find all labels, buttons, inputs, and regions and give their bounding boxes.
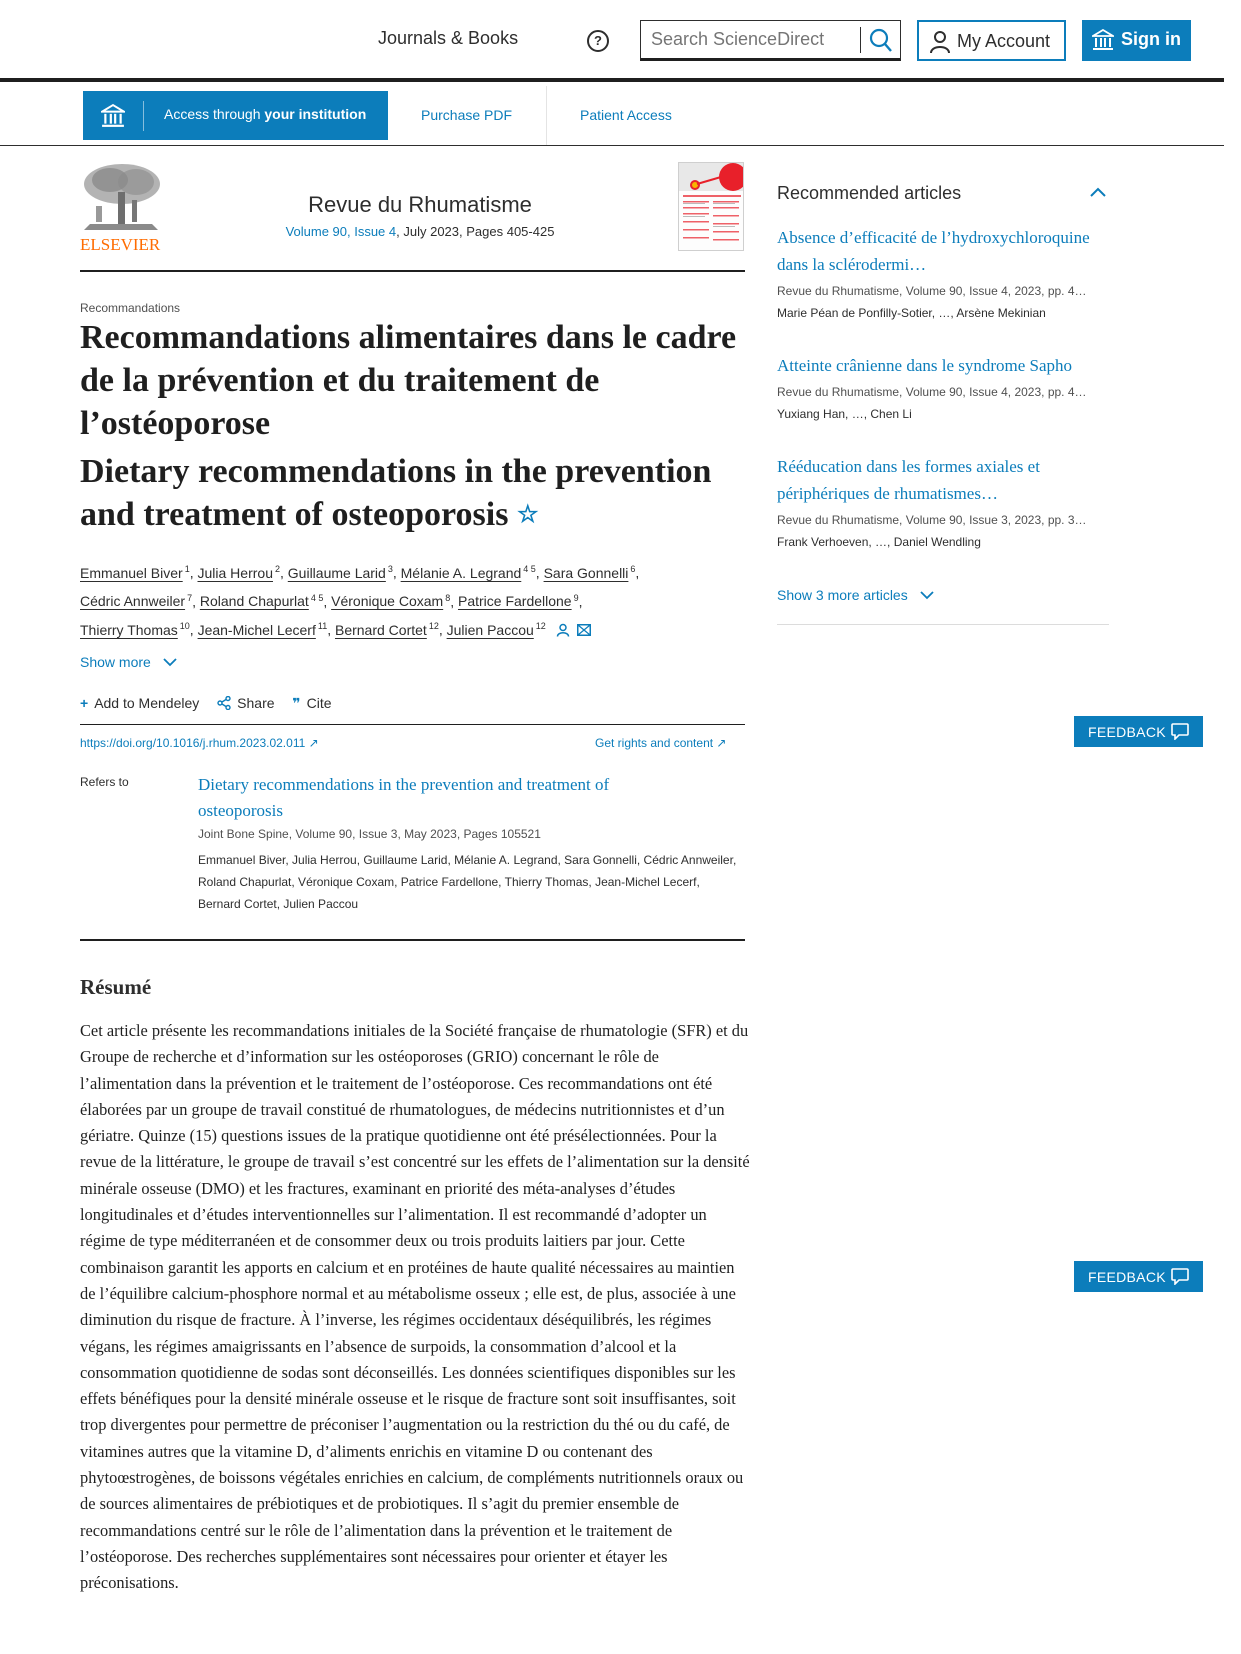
author-link[interactable] (544, 565, 636, 581)
affiliation-sup: 3 (387, 564, 393, 574)
author-link[interactable] (335, 622, 439, 638)
chevron-down-icon (163, 657, 177, 667)
cite-button[interactable] (292, 695, 331, 711)
author-link[interactable] (331, 593, 450, 609)
patient-access-link[interactable]: Patient Access (580, 107, 672, 123)
doi-link[interactable] (80, 736, 319, 750)
author-list: Emmanuel Biver $^1$, Julia Herrou $^2$, Guillaume Larid $^3$, Mélanie A. Legrand $^{4 5}$, Sara Gonnelli $^6$, Cédric Annweiler $^7$, Roland Chapurlat $^{4 5}$, Véronique Coxam $^8$, Patrice Fardellone $^9$, Thierry Thomas $^{10}$, Jean-Michel Lecerf $^{11}$, Bernard Cortet $^{12}$, Julien Paccou $^{12}$ (80, 557, 750, 643)
author-name: Emmanuel Biver (80, 564, 183, 581)
access-label (164, 106, 366, 122)
share-label: Share (237, 695, 275, 711)
affiliation-sup: 12 (428, 621, 439, 632)
recommended-article-authors: Frank Verhoeven, …, Daniel Wendling (777, 535, 981, 549)
journal-cover-image[interactable] (678, 162, 744, 251)
speech-bubble-icon (1171, 723, 1189, 740)
share-icon (217, 696, 231, 710)
institution-icon (101, 104, 125, 128)
institution-icon (1092, 29, 1114, 51)
journal-title[interactable]: Revue du Rhumatisme (308, 192, 532, 217)
affiliation-sup: 2 (274, 564, 280, 574)
feedback-button[interactable] (1074, 1261, 1203, 1292)
actions-divider (80, 724, 745, 725)
plus-icon: + (80, 695, 89, 711)
author-link[interactable] (200, 593, 323, 609)
author-name: Guillaume Larid (287, 564, 386, 581)
purchase-pdf-link[interactable]: Purchase PDF (421, 107, 513, 123)
add-to-mendeley-button[interactable] (80, 695, 199, 711)
recommended-article (777, 224, 1112, 324)
date-pages: , July 2023, Pages 405-425 (396, 224, 555, 239)
refers-to-source: Joint Bone Spine, Volume 90, Issue 3, May 2023, Pages 105521 (198, 827, 541, 841)
author-name: Thierry Thomas (80, 621, 178, 638)
article-title-en-text: Dietary recommendations in the prevention and treatment of osteoporosis (80, 453, 712, 533)
mendeley-label: Add to Mendeley (94, 695, 200, 711)
search-input[interactable] (651, 29, 851, 50)
my-account-button[interactable] (917, 20, 1066, 61)
elsevier-logo[interactable] (80, 162, 162, 254)
access-bar (0, 86, 1224, 146)
recommended-article-source: Revue du Rhumatisme, Volume 90, Issue 4, 2023, pp. 4… (777, 284, 1087, 298)
quote-icon: ❞ (292, 695, 301, 711)
show-more-articles-button[interactable] (777, 587, 934, 603)
feedback-label: FEEDBACK (1088, 1269, 1166, 1285)
get-rights-link[interactable] (595, 736, 726, 750)
author-name: Julia Herrou (197, 564, 273, 581)
author-name: Julien Paccou (446, 621, 534, 638)
access-divider (143, 101, 144, 131)
author-name: Roland Chapurlat (199, 593, 309, 610)
affiliation-sup: 4 5 (523, 564, 536, 574)
resume-heading: Résumé (80, 975, 152, 999)
recommended-article (777, 352, 1112, 425)
affiliation-sup: 11 (317, 621, 328, 632)
author-link[interactable] (198, 565, 281, 581)
recommended-article-title[interactable]: Rééducation dans les formes axiales et périphériques de rhumatismes… (777, 457, 1040, 503)
affiliation-sup: 6 (630, 564, 636, 574)
sign-in-button[interactable] (1082, 20, 1191, 61)
author-name: Bernard Cortet (334, 621, 427, 638)
search-icon (867, 26, 895, 54)
access-prefix: Access through (164, 106, 265, 122)
search-divider (860, 27, 861, 53)
access-bold: your institution (264, 106, 367, 122)
author-name: Patrice Fardellone (457, 593, 572, 610)
star-footnote-icon[interactable]: ☆ (516, 502, 539, 528)
affiliation-sup: 7 (187, 592, 193, 603)
article-title-fr: Recommandations alimentaires dans le cadre de la prévention et du traitement de l’ostéoporose (80, 319, 737, 442)
section-divider (80, 939, 745, 941)
search-box (640, 20, 901, 61)
header-divider (80, 270, 745, 272)
elsevier-wordmark: ELSEVIER (80, 235, 161, 254)
journal-meta (260, 224, 580, 239)
article-title-en (80, 450, 750, 537)
recommended-article-source: Revue du Rhumatisme, Volume 90, Issue 3, 2023, pp. 3… (777, 513, 1087, 527)
volume-issue-link[interactable]: Volume 90, Issue 4 (285, 224, 397, 239)
sidebar-divider (777, 624, 1109, 625)
refers-to-authors: Emmanuel Biver, Julia Herrou, Guillaume Larid, Mélanie A. Legrand, Sara Gonnelli, Cédric Annweiler, Roland Chapurlat, Véronique Coxam, Patrice Fardellone, Thierry Thomas, Jean-Michel Lecerf, Bernard Cortet, Julien Paccou (198, 853, 737, 911)
show-more-articles-label: Show 3 more articles (777, 587, 908, 603)
author-name: Jean-Michel Lecerf (197, 621, 316, 638)
author-name: Véronique Coxam (331, 593, 444, 610)
feedback-button[interactable] (1074, 716, 1203, 747)
divider (546, 86, 547, 145)
rights-text: Get rights and content (595, 736, 714, 750)
author-link[interactable] (458, 593, 579, 609)
help-icon[interactable]: ? (587, 30, 609, 52)
my-account-label: My Account (957, 31, 1051, 51)
external-link-icon: ↗ (716, 736, 727, 750)
recommended-article-authors: Marie Péan de Ponfilly-Sotier, …, Arsène Mekinian (777, 306, 1046, 320)
author-link[interactable] (80, 593, 192, 609)
author-icons (556, 623, 592, 638)
person-icon (929, 30, 951, 54)
affiliation-sup: 12 (535, 621, 546, 632)
search-button[interactable] (867, 26, 897, 54)
author-link[interactable] (80, 565, 190, 581)
cover-thumbnail-icon (679, 163, 744, 251)
affiliation-sup: 10 (179, 621, 190, 632)
chevron-up-icon[interactable] (1088, 182, 1108, 202)
email-icon[interactable] (577, 624, 591, 636)
affiliation-sup: 4 5 (310, 592, 324, 603)
recommended-article (777, 453, 1112, 553)
affiliation-sup: 8 (445, 592, 451, 603)
corresponding-author-icon[interactable] (556, 623, 570, 637)
author-link[interactable] (80, 622, 190, 638)
refers-to-label: Refers to (80, 775, 129, 789)
author-link[interactable] (447, 622, 546, 638)
show-more-button[interactable] (80, 654, 177, 670)
author-link[interactable] (288, 565, 393, 581)
doi-text: https://doi.org/10.1016/j.rhum.2023.02.011 (80, 736, 306, 750)
refers-to-title-link[interactable]: Dietary recommendations in the prevention and treatment of osteoporosis (198, 775, 610, 820)
recommended-articles-heading: Recommended articles (777, 183, 962, 203)
elsevier-tree-icon (80, 162, 162, 232)
site-header (0, 0, 1224, 82)
speech-bubble-icon (1171, 1268, 1189, 1285)
author-link[interactable] (401, 565, 536, 581)
access-institution-button[interactable] (83, 91, 388, 140)
recommended-article-title[interactable]: Atteinte crânienne dans le syndrome Sapho (777, 356, 1073, 375)
journals-books-link[interactable]: Journals & Books (378, 28, 519, 48)
share-button[interactable] (217, 695, 274, 711)
recommended-article-authors: Yuxiang Han, …, Chen Li (777, 407, 912, 421)
chevron-down-icon (920, 590, 934, 600)
sign-in-label: Sign in (1121, 29, 1181, 49)
author-name: Mélanie A. Legrand (400, 564, 522, 581)
article-actions (80, 695, 346, 712)
affiliation-sup: 1 (184, 564, 190, 574)
recommended-article-source: Revue du Rhumatisme, Volume 90, Issue 4, 2023, pp. 4… (777, 385, 1087, 399)
author-name: Sara Gonnelli (543, 564, 629, 581)
external-link-icon: ↗ (308, 736, 319, 750)
author-link[interactable] (198, 622, 328, 638)
feedback-label: FEEDBACK (1088, 724, 1166, 740)
affiliation-sup: 9 (573, 592, 579, 603)
recommended-article-title[interactable]: Absence d’efficacité de l’hydroxychloroquine dans la sclérodermi… (777, 228, 1090, 274)
show-more-label: Show more (80, 654, 151, 670)
cite-label: Cite (306, 695, 332, 711)
abstract-text: Cet article présente les recommandations initiales de la Société française de rhumatologie (SFR) et du Groupe de recherche et d’information sur les ostéoporoses (GRIO) concernant le rôle de l’alimentation dans la prévention et le traitement de l’ostéoporose. Ces recommandations ont été élaborées par un groupe de travail constitué de rhumatologues, de médecins nutritionnistes et d’un gériatre. Quinze (15) questions issues de la pratique quotidienne ont été présélectionnées. Pour la revue de la littérature, le groupe de travail s’est concentré sur les effets de l’alimentation sur la densité minérale osseuse (DMO) et les fractures, examinant en priorité des méta-analyses d’études longitudinales et d’études interventionnelles sur l’alimentation. Il est recommandé d’adopter un régime de type méditerranéen et de consommer deux ou trois produits laitiers par jour. Cette combinaison garantit les apports en calcium et en protéines de haute qualité nécessaires au maintien de l’équilibre calcium-phosphore normal et au métabolisme osseux ; elle est, de plus, associée à une diminution du risque de fracture. À l’inverse, les régimes occidentaux déséquilibrés, les régimes végans, les régimes amaigrissants en l’absence de surpoids, la consommation d’alcool et la consommation quotidienne de sodas sont déconseillés. Les données scientifiques disponibles sur les effets bénéfiques pour la densité minérale osseuse et le risque de fracture sont soit insuffisantes, soit trop divergentes pour permettre de préconiser l’augmentation ou la restriction du thé ou du café, de vitamines autres que la vitamine D, d’aliments enrichis en vitamine D ou contenant des phytoœstrogènes, de boissons végétales enrichies en calcium, de compléments nutritionnels oraux ou de sources alimentaires de prébiotiques et de probiotiques. Il s’agit du premier ensemble de recommandations centré sur le rôle de l’alimentation dans la prévention et le traitement de l’ostéoporose. Des recherches supplémentaires sont nécessaires pour orienter et étayer les préconisations. (80, 1021, 750, 1593)
article-category: Recommandations (80, 301, 181, 315)
author-name: Cédric Annweiler (80, 593, 186, 610)
